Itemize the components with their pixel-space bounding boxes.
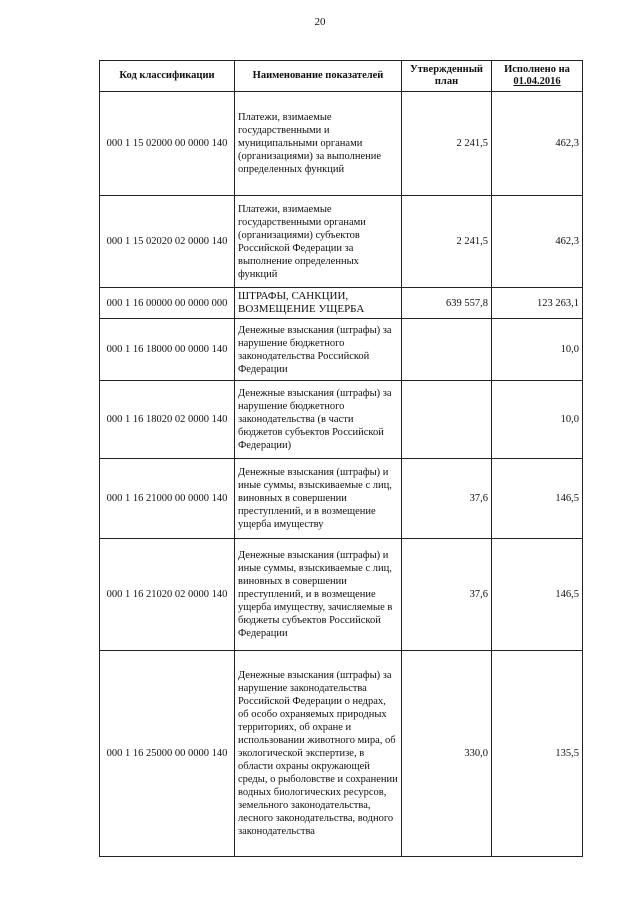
row-done: 146,5 (492, 459, 583, 539)
header-done-line1: Исполнено на (504, 64, 570, 75)
header-plan (402, 61, 492, 92)
row-code: 000 1 16 18000 00 0000 140 (100, 319, 235, 381)
table-row (100, 539, 583, 651)
header-plan-line2: план (434, 76, 459, 87)
row-done: 10,0 (492, 381, 583, 459)
table-row (100, 288, 583, 319)
row-plan (402, 319, 492, 381)
row-code: 000 1 16 21000 00 0000 140 (100, 459, 235, 539)
table-row (100, 92, 583, 196)
header-code: Код классификации (100, 61, 235, 92)
row-code: 000 1 16 25000 00 0000 140 (100, 651, 235, 857)
row-done: 135,5 (492, 651, 583, 857)
row-name: Денежные взыскания (штрафы) за нарушение бюджетного законодательства (в части бюджетов субъектов Российской Федерации) (235, 381, 402, 459)
table-header-row (100, 61, 583, 92)
table-row (100, 319, 583, 381)
row-plan (402, 381, 492, 459)
header-plan-line1: Утвержденный (410, 64, 483, 75)
row-done: 123 263,1 (492, 288, 583, 319)
row-plan: 2 241,5 (402, 196, 492, 288)
row-code: 000 1 15 02000 00 0000 140 (100, 92, 235, 196)
row-code: 000 1 16 18020 02 0000 140 (100, 381, 235, 459)
row-code: 000 1 16 21020 02 0000 140 (100, 539, 235, 651)
row-plan: 37,6 (402, 459, 492, 539)
header-done (492, 61, 583, 92)
row-name: Денежные взыскания (штрафы) за нарушение законодательства Российской Федерации о недрах, об особо охраняемых природных территориях, об охране и использовании животного мира, об экологической экспертизе, в области охраны окружающей среды, о рыболовстве и сохранении водных биологических ресурсов, земельного законодательства, лесного законодательства, водного законодательства (235, 651, 402, 857)
header-done-line2: 01.04.2016 (513, 76, 561, 87)
page-number: 20 (314, 16, 326, 28)
budget-table (99, 60, 583, 857)
row-code: 000 1 15 02020 02 0000 140 (100, 196, 235, 288)
row-code: 000 1 16 00000 00 0000 000 (100, 288, 235, 319)
row-name: Денежные взыскания (штрафы) и иные суммы, взыскиваемые с лиц, виновных в совершении преступлений, и в возмещение ущерба имуществу (235, 459, 402, 539)
row-done: 462,3 (492, 196, 583, 288)
row-plan: 2 241,5 (402, 92, 492, 196)
table-row (100, 651, 583, 857)
table-row (100, 196, 583, 288)
row-done: 462,3 (492, 92, 583, 196)
row-done: 146,5 (492, 539, 583, 651)
row-name: Денежные взыскания (штрафы) за нарушение бюджетного законодательства Российской Федерации (235, 319, 402, 381)
row-name: Платежи, взимаемые государственными и муниципальными органами (организациями) за выполнение определенных функций (235, 92, 402, 196)
row-name: Платежи, взимаемые государственными органами (организациями) субъектов Российской Федерации за выполнение определенных функций (235, 196, 402, 288)
table-row (100, 381, 583, 459)
row-done: 10,0 (492, 319, 583, 381)
row-name: ШТРАФЫ, САНКЦИИ, ВОЗМЕЩЕНИЕ УЩЕРБА (235, 288, 402, 319)
row-name: Денежные взыскания (штрафы) и иные суммы, взыскиваемые с лиц, виновных в совершении преступлений, и в возмещение ущерба имуществу, зачисляемые в бюджеты субъектов Российской Федерации (235, 539, 402, 651)
header-name: Наименование показателей (235, 61, 402, 92)
row-plan: 37,6 (402, 539, 492, 651)
row-plan: 639 557,8 (402, 288, 492, 319)
table-row (100, 459, 583, 539)
row-plan: 330,0 (402, 651, 492, 857)
